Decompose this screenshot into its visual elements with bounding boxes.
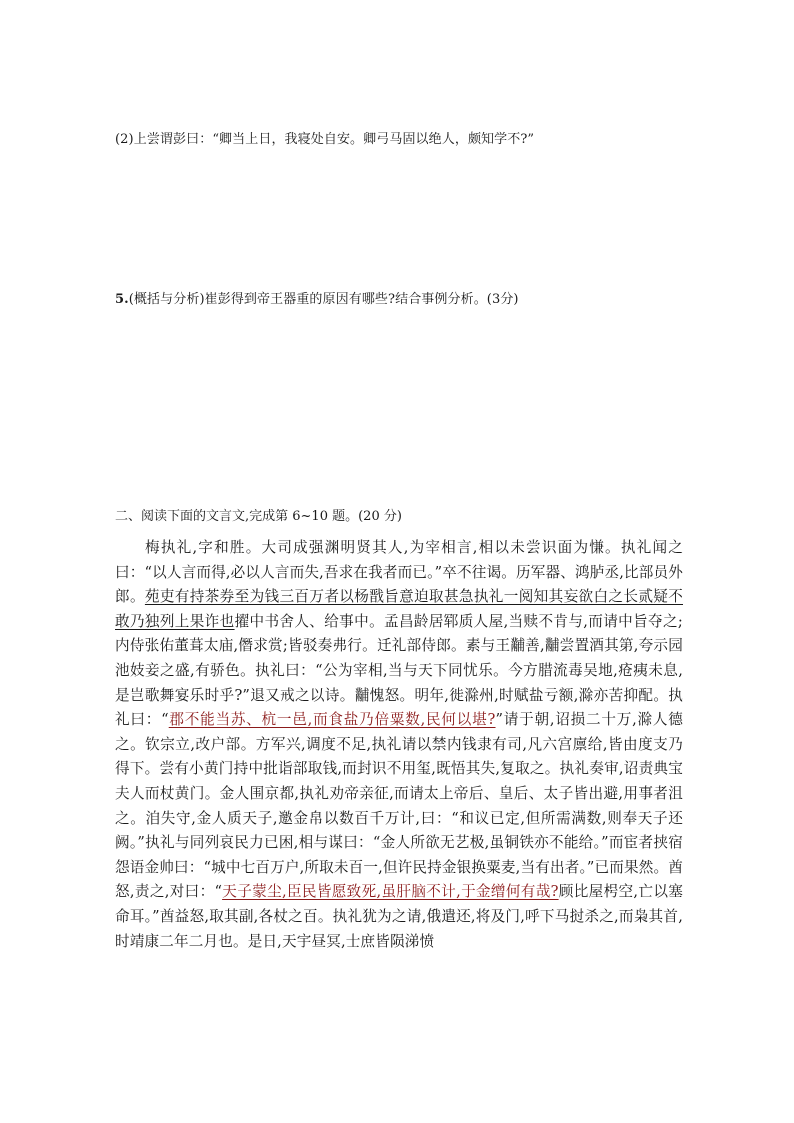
translation-sentence-2: 天子蒙尘,臣民皆愿致死,虽肝脑不计,于金缯何有哉? — [222, 883, 559, 901]
translation-sentence-1: 郡不能当苏、杭一邑,而食盐乃倍粟数,民何以堪? — [168, 711, 496, 729]
passage-underlined-sentence: 苑吏有持茶券至为钱三百万者以杨戬旨意迫取甚急执礼一阅知其妄欲白之长贰疑不敢乃独列上果诈也 — [115, 588, 683, 630]
question-5 — [115, 291, 519, 309]
passage-part-3: 擢中书舍人、给事中。孟昌龄居郓质人屋,当赎不肯与,而请中旨夺之;内侍张佑董葺太庙,僭求赏;皆驳奏弗行。迁礼部侍郎。素与王黼善,黼尝置酒其第,夸示园池妓妾之盛,有骄色。执礼曰：“公为宰相,当与天下同忧乐。今方腊流毒吴地,疮痍未息,是岂歌舞宴乐时乎?”退又戒之以诗。黼愧怒。明年,徙滁州,时赋盐亏额,滁亦苦抑配。执礼曰：“ — [115, 612, 684, 729]
passage-part-1: 梅执礼,字和胜。大司成强渊明贤其人,为宰相言,相以未尝识面为慊。执礼闻之曰：“以人言而得,必以人言而失,吾求在我者而已。”卒不往谒。历军器、鸿胪丞,比部员外郎。 — [115, 539, 683, 606]
classical-passage — [115, 536, 683, 954]
passage-part-5: 顾比屋枵空,亡以塞命耳。”酋益怒,取其副,各杖之百。执礼犹为之请,俄遣还,将及门,呼下马挝杀之,而枭其首,时靖康二年二月也。是日,天宇昼冥,士庶皆陨涕愤 — [115, 883, 683, 950]
question-5-text: (概括与分析)崔彭得到帝王器重的原因有哪些?结合事例分析。(3分) — [128, 292, 519, 307]
passage-part-4: ”请于朝,诏损二十万,滁人德之。钦宗立,改户部。方军兴,调度不足,执礼请以禁内钱隶有司,凡六宫廪给,皆由度支乃得下。尝有小黄门持中批诣部取钱,而封识不用玺,既悟其失,复取之。执礼奏审,诏责典宝夫人而杖黄门。金人围京都,执礼劝帝亲征,而请太上帝后、皇后、太子皆出避,用事者沮之。洎失守,金人质天子,邀金帛以数百千万计,曰：“和议已定,但所需满数,则奉天子还阙。”执礼与同列哀民力已困,相与谋曰：“金人所欲无艺极,虽铜铁亦不能给。”而宦者挟宿怨语金帅曰：“城中七百万户,所取未百一,但许民持金银换粟麦,当有出者。”已而果然。酋怒,责之,对曰：“ — [115, 711, 684, 901]
question-5-number: 5. — [115, 292, 129, 307]
section-2-title: 二、阅读下面的文言文,完成第 6~10 题。(20 分) — [115, 509, 402, 524]
question-4-2: (2)上尝谓彭曰：“卿当上日，我寝处自安。卿弓马固以绝人，颇知学不?” — [115, 132, 535, 147]
